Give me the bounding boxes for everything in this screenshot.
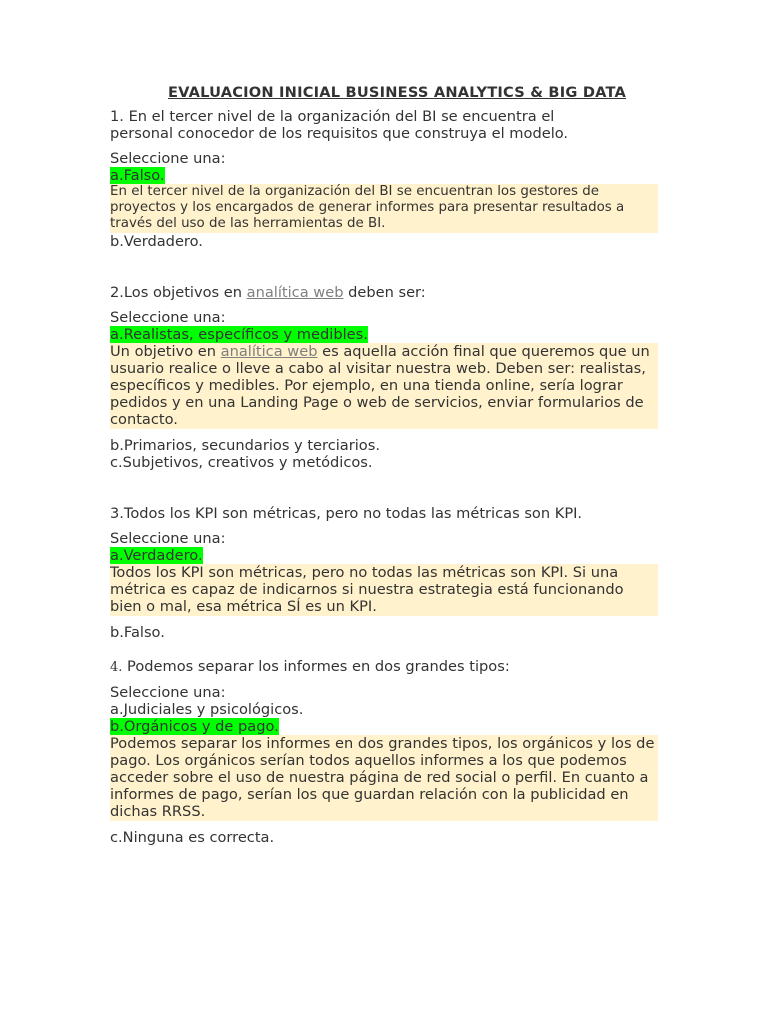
- question-1-correct-answer: a.Falso.: [110, 167, 165, 184]
- question-3-correct-answer: a.Verdadero.: [110, 547, 203, 564]
- question-3-text: 3.Todos los KPI son métricas, pero no todas las métricas son KPI.: [110, 505, 583, 522]
- question-2-correct-answer: a.Realistas, específicos y medibles.: [110, 326, 368, 343]
- question-4-option-a: a.Judiciales y psicológicos.: [110, 701, 304, 718]
- question-2-option-b: b.Primarios, secundarios y terciarios.: [110, 437, 380, 454]
- question-1-text-line2: personal conocedor de los requisitos que construya el modelo.: [110, 125, 569, 142]
- question-2: [110, 284, 670, 471]
- question-3: [110, 505, 670, 641]
- question-1-text-line1: 1. En el tercer nivel de la organización del BI se encuentra el: [110, 108, 555, 125]
- document-page: [110, 84, 670, 846]
- document-title: EVALUACION INICIAL BUSINESS ANALYTICS & BIG DATA: [167, 84, 627, 101]
- question-2-explanation: Un objetivo en analítica web es aquella acción final que queremos que un usuario realice o lleve a cabo al visitar nuestra web. Deben ser: realistas, específicos y medibles. Por ejemplo, en una tienda online, sería lograr pedidos y en una Landing Page o web de servicios, enviar formularios de contacto.: [110, 343, 658, 429]
- question-1-explanation: En el tercer nivel de la organización del BI se encuentran los gestores de proyectos y los encargados de generar informes para presentar resultados a través del uso de las herramientas de BI.: [110, 184, 658, 233]
- question-4-text: 4. Podemos separar los informes en dos grandes tipos:: [110, 658, 510, 675]
- question-4: [110, 658, 670, 846]
- select-label: Seleccione una:: [110, 684, 226, 701]
- question-4-option-c: c.Ninguna es correcta.: [110, 829, 275, 846]
- analitica-web-link[interactable]: analítica web: [246, 284, 344, 301]
- select-label: Seleccione una:: [110, 530, 226, 547]
- question-2-option-c: c.Subjetivos, creativos y metódicos.: [110, 454, 373, 471]
- question-1: [110, 108, 670, 250]
- question-3-option-b: b.Falso.: [110, 624, 165, 641]
- analitica-web-link[interactable]: analítica web: [220, 343, 318, 360]
- select-label: Seleccione una:: [110, 309, 226, 326]
- question-3-explanation: Todos los KPI son métricas, pero no todas las métricas son KPI. Si una métrica es capaz de indicarnos si nuestra estrategia está funcionando bien o mal, esa métrica SÍ es un KPI.: [110, 564, 658, 616]
- question-2-text: 2.Los objetivos en analítica web deben ser:: [110, 284, 426, 301]
- question-4-explanation: Podemos separar los informes en dos grandes tipos, los orgánicos y los de pago. Los orgánicos serían todos aquellos informes a los que podemos acceder sobre el uso de nuestra página de red social o perfil. En cuanto a informes de pago, serían los que guardan relación con la publicidad en dichas RRSS.: [110, 735, 658, 821]
- question-1-option-b: b.Verdadero.: [110, 233, 203, 250]
- question-4-correct-answer: b.Orgánicos y de pago.: [110, 718, 279, 735]
- select-label: Seleccione una:: [110, 150, 226, 167]
